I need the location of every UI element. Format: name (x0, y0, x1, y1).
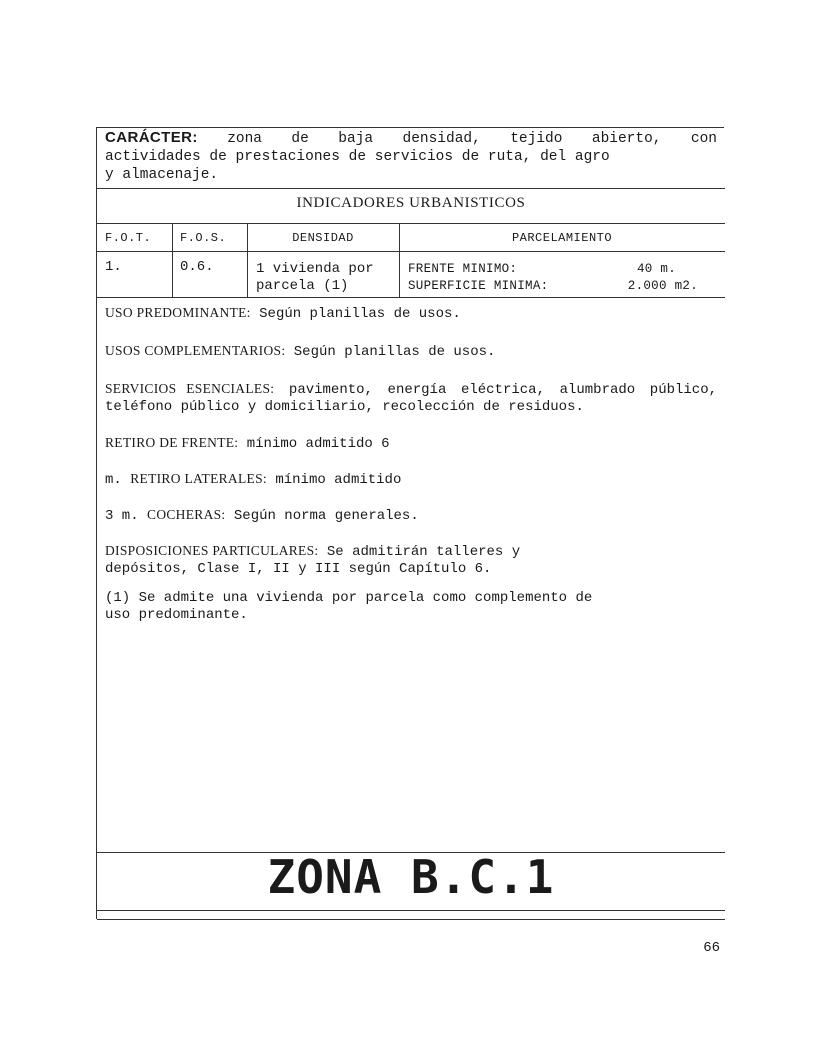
disposiciones-text: Se admitirán talleres y (326, 544, 521, 560)
disposiciones-text: depósitos, Clase I, II y III según Capítulo 6. (105, 561, 492, 577)
fot-value: 1. (105, 259, 122, 275)
densidad-line: 1 vivienda por (256, 261, 374, 277)
cocheras-text: Según norma generales. (233, 508, 419, 524)
servicios-esenciales (105, 380, 717, 416)
indicadores-title: INDICADORES URBANISTICOS (296, 195, 526, 211)
retiro-laterales-label: RETIRO LATERALES: (130, 471, 267, 486)
divider (97, 910, 725, 911)
cocheras-label: COCHERAS: (147, 507, 226, 522)
superficie-value: 2.000 m2. (627, 279, 698, 293)
header-densidad: DENSIDAD (292, 231, 354, 245)
densidad-line: parcela (1) (256, 278, 349, 294)
retiro-laterales (105, 470, 717, 489)
retiro-laterales-text: mínimo admitido (275, 472, 402, 488)
superficie-label: SUPERFICIE MINIMA: (408, 279, 549, 293)
page-number: 66 (703, 940, 720, 956)
uso-predominante-label: USO PREDOMINANTE: (105, 305, 251, 320)
retiro-laterales-prefix: m. (105, 472, 122, 488)
servicios-label: SERVICIOS ESENCIALES: (105, 381, 275, 396)
caracter-label: CARÁCTER: (105, 129, 198, 146)
divider (97, 251, 725, 252)
fos-value: 0.6. (180, 259, 214, 275)
nota (105, 590, 717, 624)
zone-sheet-frame (96, 127, 724, 919)
cocheras-prefix: 3 m. (105, 508, 139, 524)
caracter-text: y almacenaje. (105, 167, 219, 183)
disposiciones-label: DISPOSICIONES PARTICULARES: (105, 543, 319, 558)
header-fos: F.O.S. (180, 231, 227, 245)
parcelamiento-value (408, 261, 698, 295)
zona-title: ZONA B.C.1 (267, 850, 555, 904)
divider (97, 223, 725, 224)
nota-text: (1) Se admite una vivienda por parcela como complemento de (105, 590, 593, 606)
usos-complementarios (105, 342, 717, 361)
divider (97, 297, 725, 298)
cocheras (105, 506, 717, 525)
caracter-text: actividades de prestaciones de servicios de ruta, del agro (105, 149, 610, 165)
usos-section (105, 304, 717, 624)
divider (97, 188, 725, 189)
uso-predominante-text: Según planillas de usos. (259, 306, 461, 322)
servicios-text: pavimento, energía eléctrica, alumbrado público, teléfono público y domiciliario, recolección de residuos. (105, 382, 717, 415)
column-divider (172, 223, 173, 297)
densidad-value (256, 261, 374, 295)
frente-value: 40 m. (636, 262, 676, 276)
caracter-text: zona de baja densidad, tejido abierto, con (227, 131, 718, 147)
nota-text: uso predominante. (105, 607, 248, 623)
usos-complementarios-text: Según planillas de usos. (293, 344, 496, 360)
retiro-frente-label: RETIRO DE FRENTE: (105, 435, 239, 450)
header-parcelamiento: PARCELAMIENTO (511, 231, 613, 245)
caracter-section (105, 129, 717, 184)
disposiciones-particulares (105, 542, 717, 578)
retiro-frente-text: mínimo admitido 6 (246, 436, 390, 452)
uso-predominante (105, 304, 717, 323)
header-fot: F.O.T. (105, 231, 152, 245)
frente-label: FRENTE MINIMO: (408, 262, 518, 276)
retiro-frente (105, 434, 717, 453)
divider (97, 919, 725, 920)
usos-complementarios-label: USOS COMPLEMENTARIOS: (105, 343, 286, 358)
